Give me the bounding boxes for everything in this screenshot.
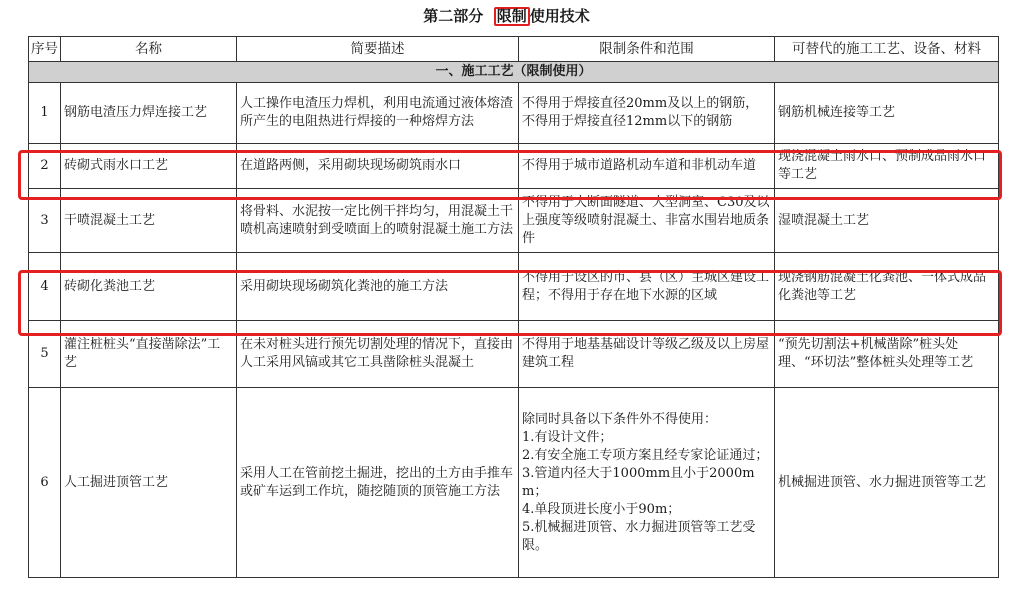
cond-intro: 除同时具备以下条件外不得使用： xyxy=(522,411,718,427)
row-no: 4 xyxy=(29,253,61,321)
section-title: 一、施工工艺（限制使用） xyxy=(29,62,999,83)
row-name: 干喷混凝土工艺 xyxy=(61,189,237,253)
row-no: 5 xyxy=(29,321,61,388)
header-no: 序号 xyxy=(29,37,61,62)
row-alt: 机械掘进顶管、水力掘进顶管等工艺 xyxy=(775,388,999,578)
header-alt: 可替代的施工工艺、设备、材料 xyxy=(775,37,999,62)
row-no: 3 xyxy=(29,189,61,253)
row-desc: 采用砌块现场砌筑化粪池的施工方法 xyxy=(237,253,519,321)
row-cond: 不得用于设区的市、县（区）主城区建设工程；不得用于存在地下水源的区域 xyxy=(519,253,775,321)
table-row xyxy=(29,388,999,578)
highlight-box-row-2 xyxy=(18,150,1002,200)
row-desc: 人工操作电渣压力焊机，利用电流通过液体熔渣所产生的电阻热进行焊接的一种熔焊方法 xyxy=(237,83,519,144)
row-cond-list xyxy=(519,388,775,578)
cond-item: 5.机械掘进顶管、水力掘进顶管等工艺受限。 xyxy=(522,519,756,553)
section-row xyxy=(29,62,999,83)
row-cond: 不得用于焊接直径20mm及以上的钢筋，不得用于焊接直径12mm以下的钢筋 xyxy=(519,83,775,144)
row-no: 1 xyxy=(29,83,61,144)
row-cond: 不得用于城市道路机动车道和非机动车道 xyxy=(519,144,775,189)
row-alt: 现浇钢筋混凝土化粪池、一体式成品化粪池等工艺 xyxy=(775,253,999,321)
row-name: 钢筋电渣压力焊连接工艺 xyxy=(61,83,237,144)
title-highlight: 限制 xyxy=(494,7,530,26)
row-name: 灌注桩桩头“直接凿除法”工艺 xyxy=(61,321,237,388)
page-title xyxy=(0,6,1013,26)
header-cond: 限制条件和范围 xyxy=(519,37,775,62)
row-alt: 湿喷混凝土工艺 xyxy=(775,189,999,253)
row-alt: 钢筋机械连接等工艺 xyxy=(775,83,999,144)
row-desc: 在未对桩头进行预先切割处理的情况下，直接由人工采用风镐或其它工具凿除桩头混凝土 xyxy=(237,321,519,388)
title-suffix: 使用技术 xyxy=(529,7,590,25)
row-cond: 不得用于大断面隧道、大型洞室、C30及以上强度等级喷射混凝土、非富水围岩地质条件 xyxy=(519,189,775,253)
row-name: 砖砌化粪池工艺 xyxy=(61,253,237,321)
cond-item: 4.单段顶进长度小于90m； xyxy=(522,501,681,517)
row-desc: 将骨料、水泥按一定比例干拌均匀，用混凝土干喷机高速喷射到受喷面上的喷射混凝土施工方法 xyxy=(237,189,519,253)
title-prefix: 第二部分 xyxy=(423,7,484,25)
row-alt: 现浇混凝土雨水口、预制成品雨水口等工艺 xyxy=(775,144,999,189)
header-row xyxy=(29,37,999,62)
row-name: 砖砌式雨水口工艺 xyxy=(61,144,237,189)
header-desc: 简要描述 xyxy=(237,37,519,62)
row-no: 6 xyxy=(29,388,61,578)
row-desc: 在道路两侧，采用砌块现场砌筑雨水口 xyxy=(237,144,519,189)
row-no: 2 xyxy=(29,144,61,189)
highlight-box-row-4 xyxy=(18,270,1002,336)
table-row xyxy=(29,83,999,144)
row-name: 人工掘进顶管工艺 xyxy=(61,388,237,578)
row-alt: “预先切割法+机械凿除”桩头处理、“环切法”整体桩头处理等工艺 xyxy=(775,321,999,388)
cond-item: 1.有设计文件； xyxy=(522,429,613,445)
cond-item: 2.有安全施工专项方案且经专家论证通过； xyxy=(522,447,769,463)
header-name: 名称 xyxy=(61,37,237,62)
row-desc: 采用人工在管前挖土掘进，挖出的土方由手推车或矿车运到工作坑，随挖随顶的顶管施工方法 xyxy=(237,388,519,578)
cond-item: 3.管道内径大于1000mm且小于2000mm； xyxy=(522,465,755,499)
row-cond: 不得用于地基基础设计等级乙级及以上房屋建筑工程 xyxy=(519,321,775,388)
